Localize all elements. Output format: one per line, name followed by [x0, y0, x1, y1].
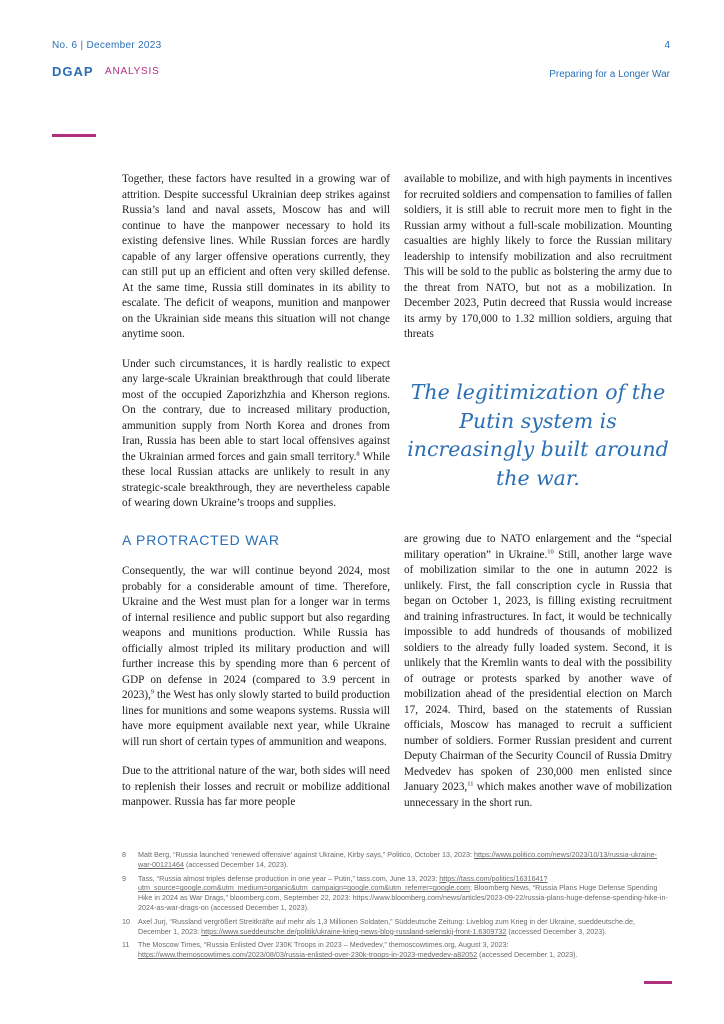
- footnote-number: 9: [122, 873, 126, 883]
- footnote-link[interactable]: https://www.themoscowtimes.com/2023/08/03/russia-enlisted-over-230k-troops-in-2023-medvedev-a82052: [138, 950, 478, 960]
- footnote-item: 10 Axel Jurj, “Russland vergrößert Streitkräfte auf mehr als 1,3 Millionen Soldaten,” Süddeutsche Zeitung: Liveblog zum Krieg in der Ukraine, sueddeutsche.de, December 1, 2023: https://www.sueddeutsche.de/politik/ukraine-krieg-news-blog-russland-selenskij-front-1.6309732 (accessed December 3, 2023).: [122, 916, 635, 936]
- pull-quote: The legitimization of the Putin system is increasingly built around the war.: [407, 380, 669, 490]
- footnote-number: 8: [122, 850, 126, 859]
- footnote-item: 8 Matt Berg, “Russia launched ‘renewed offensive’ against Ukraine, Kirby says,” Politico, October 13, 2023: https://www.politico.com/news/2023/10/13/russia-ukraine-war-00121464 (accessed December 14, 2023).: [122, 850, 657, 869]
- right-column-top: [404, 172, 672, 357]
- paragraph-1: Together, these factors have resulted in a growing war of attrition. Despite successful Ukrainian deep strikes against Russia’s land and naval assets, Moscow has and will continue to have the manpower necessary to hold its existing defensive lines. While Russian forces are hardly capable of any larger offensive operations currently, they can still put up an efficient and often very skilled defense. At the same time, Russia still dominates in its ability to escalate. The deficit of weapons, munition and manpower on the Ukrainian side means this situation will not change anytime soon.: [122, 173, 390, 340]
- footnote-number: 11: [122, 940, 130, 950]
- footnote-link[interactable]: https://www.sueddeutsche.de/politik/ukraine-krieg-news-blog-russland-selenskij-front-1.6309732: [201, 926, 507, 936]
- series-title: Preparing for a Longer War: [549, 69, 670, 80]
- footnote-link[interactable]: https://www.politico.com/news/2023/10/13/russia-ukraine-war-00121464: [138, 850, 657, 869]
- accent-bar-top: [52, 134, 96, 137]
- issue-label: No. 6 | December 2023: [52, 40, 162, 51]
- accent-bar-bottom: [644, 981, 672, 984]
- paragraph-3: Consequently, the war will continue beyond 2024, most probably for a considerable amount of time. Therefore, Ukraine and the West must plan for a longer war in terms of internal resilience and public support but also regarding weapons and munitions production. While Russia has officially almost tripled its military production and will further increase this by spending more than 6 percent of GDP on defense in 2024 (compared to 3.9 percent in 2023),$^9$ the West has only slowly started to build production lines for munitions and some weapons systems. Russia will have more equipment available next year, while Ukraine will run short of certain types of ammunition and weapons.: [122, 565, 390, 748]
- left-column-top: [122, 172, 390, 526]
- left-column-bottom: [122, 564, 390, 825]
- page-number: 4: [664, 40, 670, 51]
- paragraph-5: available to mobilize, and with high payments in incentives for recruited soldiers and compensation to families of fallen soldiers, it is still able to recruit more men to fight in the Russian army without a full-scale mobilization. Mounting casualties are highly likely to force the Russian military leadership to intensify mobilization and also recruitment This will be sold to the public as bolstering the army due to the threat from NATO, but not as a mobilization. In December 2023, Putin decreed that Russia would increase its army by 170,000 to 1.32 million soldiers, arguing that threats: [404, 173, 672, 340]
- footnote-ref-8[interactable]: 8: [356, 449, 360, 457]
- footnote-ref-9[interactable]: 9: [150, 688, 155, 696]
- paragraph-4: Due to the attritional nature of the war, both sides will need to replenish their losses and recruit or mobilize additional manpower. Russia has far more people: [122, 765, 390, 808]
- right-column-bottom: [404, 532, 672, 825]
- footnote-number: 10: [122, 916, 130, 926]
- logo-subtext: ANALYSIS: [105, 66, 160, 77]
- footnotes: [122, 850, 670, 964]
- paragraph-6: are growing due to NATO enlargement and the “special military operation” in Ukraine.$^{10}$ Still, another large wave of mobilization similar to the one in autumn 2022 is unlikely. First, the fall conscription cycle in Russia that began on October 1, 2023, is filling existing recruitment and training infrastructures. In fact, it would be technically impossible to add hundreds of thousands of mobilized soldiers to the already fully loaded system. Second, it is unlikely that the Kremlin wants to deal with the possibility of outrage or protests sparked by another wave of mobilization ahead of the presidential election on March 17, 2024. Third, based on the statements of Russian officials, Moscow has managed to recruit a sufficient number of soldiers. Former Russian president and current Deputy Chairman of the Security Council of Russia Dmitry Medvedev has spoken of 230,000 men enlisted since January 2023,11 which makes another wave of mobilization unnecessary in the short run.: [404, 533, 672, 809]
- footnote-link[interactable]: https://tass.com/politics/1631641?utm_source=google.com&utm_medium=organic&utm_campaign=google.com&utm_referrer=google.com: [138, 873, 548, 893]
- footnote-item: 9 Tass, “Russia almost triples defense production in one year – Putin,” tass.com, June 13, 2023: https://tass.com/politics/1631641?utm_source=google.com&utm_medium=organic&utm_campaign=google.com&utm_referrer=google.com; Bloomberg News, “Russia Plans Huge Defense Spending Hike in 2024 as War Drags,” bloomberg.com, September 22, 2023: https://www.bloomberg.com/news/articles/2023-09-22/russia-plans-huge-defense-spending-hike-in-2024-as-war-drags-on (accessed December 1, 2023).: [122, 873, 668, 912]
- footnote-ref-10[interactable]: 10: [547, 547, 554, 555]
- footnote-ref-11[interactable]: 11: [467, 780, 474, 788]
- section-heading: A PROTRACTED WAR: [122, 532, 280, 548]
- paragraph-2: Under such circumstances, it is hardly realistic to expect any large-scale Ukrainian breakthrough that could liberate most of the occupied Zaporizhzhia and Kherson regions. On the contrary, due to increased military production, ammunition supply from North Korea and drones from Iran, Russia has been able to start local offensives against the Ukrainian armed forces and gain small territory.$^8$ While these local Russian attacks are unlikely to result in any strategic-scale breakthrough, they are nevertheless capable of wearing down Ukraine’s troops and supplies.: [122, 357, 390, 509]
- dgap-logo: DGAP: [52, 64, 94, 79]
- footnote-item: 11 The Moscow Times, “Russia Enlisted Over 230K Troops in 2023 – Medvedev,” themoscowtimes.org, August 3, 2023: https://www.themoscowtimes.com/2023/08/03/russia-enlisted-over-230k-troops-in-2023-medvedev-a82052 (accessed December 1, 2023).: [122, 940, 578, 960]
